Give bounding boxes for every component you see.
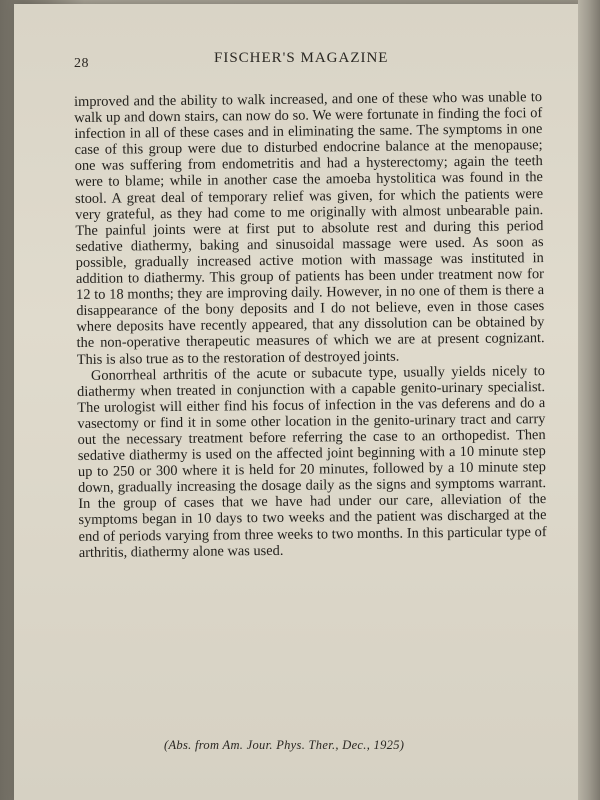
next-page-edge bbox=[578, 0, 600, 800]
running-title: FISCHER'S MAGAZINE bbox=[214, 50, 389, 66]
paragraph-gonorrheal-arthritis: Gonorrheal arthritis of the acute or subacute type, usually yields nicely to diathermy when treated in conjunction with a capable genito-urinary specialist. The urologist will either find his focus of infection in the vas deferens and do a vasectomy or find it in some other location in the genito-urinary tract and carry out the necessary treatment before referring the case to an orthopedist. Then sedative diathermy is used on the affected joint beginning with a 10 minute step up to 250 or 300 where it is held for 20 minutes, followed by a 10 minute step down, gradually increasing the dosage daily as the signs and symptoms warrant. In the group of cases that we have had under our care, alleviation of the symptoms began in 10 days to two weeks and the patient was discharged at the end of periods varying from three weeks to two months. In this particular type of arthritis, diathermy alone was used. bbox=[77, 362, 547, 561]
source-citation: (Abs. from Am. Jour. Phys. Ther., Dec., 1925) bbox=[164, 738, 405, 752]
article-body bbox=[74, 89, 547, 561]
magazine-page bbox=[14, 4, 580, 800]
page-number: 28 bbox=[74, 56, 89, 71]
paragraph-continued: improved and the ability to walk increased, and one of these who was unable to walk up and down stairs, can now do so. We were fortunate in finding the foci of infection in all of these cases and in eliminating the same. The symptoms in one case of this group were due to disturbed endocrine balance at the menopause; one was suffering from endometritis and had a hysterectomy; again the teeth were to blame; while in another case the amoeba hystolitica was found in the stool. A great deal of temporary relief was given, for which the patients were very grateful, as they had come to me originally with almost unbearable pain. The painful joints were at first put to absolute rest and during this period sedative diathermy, baking and sinusoidal massage were used. As soon as possible, gradually increased active motion with massage was instituted in addition to diathermy. This group of patients has been under treatment now for 12 to 18 months; they are improving daily. However, in no one of them is there a disappearance of the bony deposits and I do not believe, even in those cases where deposits have recently appeared, that any dissolution can be obtained by the non-operative therapeutic measures of which we are at present cognizant. This is also true as to the restoration of destroyed joints. bbox=[74, 89, 545, 368]
page-header bbox=[74, 48, 544, 72]
